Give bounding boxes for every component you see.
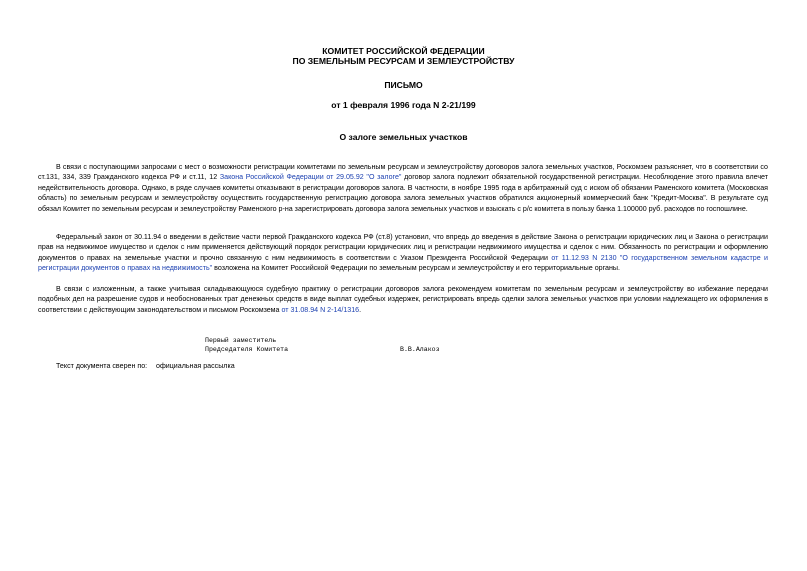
signature-title-line1: Первый заместитель [205, 337, 277, 344]
link-presidential-decree[interactable]: от 11.12.93 N 2130 "О государственном земельном кадастре и регистрации документов о правах на недвижимость" [38, 253, 768, 273]
link-law-on-pledge[interactable]: Закона Российской Федерации от 29.05.92 "О залоге" [219, 173, 402, 182]
signature-title-line2: Председателя Комитета [205, 346, 289, 353]
footer-verified-label: Текст документа сверен по: [56, 362, 148, 370]
link-roskomzem-letter[interactable]: от 31.08.94 N 2-14/1316 [281, 305, 360, 314]
paragraph-3-text-b: . [359, 305, 362, 314]
signatory-name: В.В.Алакоз [400, 346, 440, 353]
doc-type: ПИСЬМО [384, 80, 423, 90]
paragraph-1 [38, 162, 768, 214]
paragraph-3 [38, 284, 768, 315]
paragraph-2-text-a: Федеральный закон от 30.11.94 о введении в действие части первой Гражданского кодекса РФ (ст.8) установил, что впредь до введения в действие Закона о регистрации юридических лиц и Закона о регистрации прав на недвижимое имущество и сделок с ним применяется действующий порядок регистрации юридических лиц и регистрации недвижимого имущества и сделок с ним. Обязанность по регистрации и оформлению документов о правах на земельные участки и прочно связанную с ним недвижимость в соответствии с Указом Президента Российской Федерации [38, 233, 768, 262]
paragraph-2-text-b: возложена на Комитет Российской Федерации по земельным ресурсам и землеустройству и его территориальные органы. [212, 264, 620, 273]
doc-subject: О залоге земельных участков [339, 132, 468, 142]
paragraph-3-text-a: В связи с изложенным, а также учитывая складывающуюся судебную практику о регистрации договоров залога рекомендуем комитетам по земельным ресурсам и землеустройству во избежание передачи подобных дел на разрешение судов и необоснованных трат денежных средств в виде выплат судебных издержек, регистрировать впредь сделки залога земельных участков при условии надлежащего их оформления в соответствии с действующим законодательством и письмом Роскомзема [38, 285, 768, 314]
paragraph-2 [38, 232, 768, 274]
org-name-line2: ПО ЗЕМЕЛЬНЫМ РЕСУРСАМ И ЗЕМЛЕУСТРОЙСТВУ [292, 56, 515, 66]
org-name-line1: КОМИТЕТ РОССИЙСКОЙ ФЕДЕРАЦИИ [322, 46, 485, 56]
paragraph-1-text-b: договор залога подлежит обязательной государственной регистрации. Несоблюдение этого правила влечет недействительность договора. Однако, в ряде случаев комитеты отказывают в регистрации договоров залога. В частности, в ноябре 1995 года в арбитражный суд с иском об обязании Раменского комитета (Московская область) по земельным ресурсам и землеустройству осуществить государственную регистрацию договора залога земельных участков обратился акционерный коммерческий банк "Кредит-Москва". В результате суд обязал Комитет по земельным ресурсам и землеустройству Раменского р-на зарегистрировать договора залога земельных участков и взыскать с р/с комитета в пользу банка 1.100000 руб. расходов по госпошлине. [38, 173, 768, 213]
paragraph-1-text-a: В связи с поступающими запросами с мест о возможности регистрации комитетами по земельным ресурсам и землеустройству договоров залога земельных участков, Роскомзем разъясняет, что в соответствии со ст.131, 334, 339 Гражданского кодекса РФ и ст.11, 12 [38, 163, 768, 182]
footer-verified-source: официальная рассылка [156, 362, 235, 370]
doc-date: от 1 февраля 1996 года N 2-21/199 [331, 100, 476, 110]
